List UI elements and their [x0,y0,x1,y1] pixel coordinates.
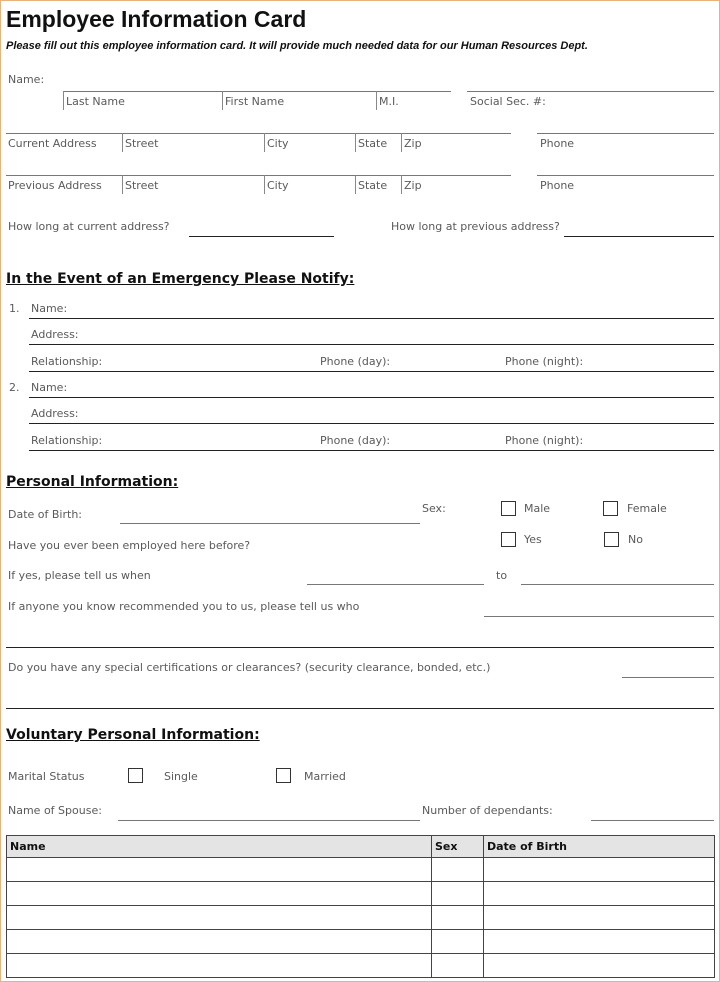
no-checkbox[interactable] [604,532,619,547]
certifications-label: Do you have any special certifications or clearances? (security clearance, bonded, etc.) [8,661,491,674]
single-checkbox[interactable] [128,768,143,783]
yes-checkbox[interactable] [501,532,516,547]
contact-2-address-label: Address: [31,407,79,420]
married-checkbox[interactable] [276,768,291,783]
dependants-label: Number of dependants: [422,804,553,817]
married-label: Married [304,770,346,783]
contact-2-details-input[interactable] [29,450,714,451]
ssn-field[interactable]: Social Sec. #: [470,95,546,108]
table-row [7,906,715,930]
recommended-input-line-2[interactable] [6,647,714,648]
previous-city-field[interactable]: City [267,179,289,192]
table-row [7,954,715,978]
previous-phone-field[interactable]: Phone [540,179,575,192]
current-phone-field[interactable]: Phone [540,137,575,150]
female-label: Female [627,502,667,515]
column-header-sex: Sex [432,836,484,858]
contact-1-name-input[interactable] [29,318,714,319]
single-label: Single [164,770,198,783]
table-cell[interactable] [484,882,715,906]
table-row [7,930,715,954]
table-row [7,882,715,906]
table-row [7,858,715,882]
current-address-label: Current Address [8,137,97,150]
contact-2-name-input[interactable] [29,397,714,398]
table-cell[interactable] [484,906,715,930]
current-zip-field[interactable]: Zip [404,137,422,150]
dependants-table [6,835,715,978]
table-cell[interactable] [484,930,715,954]
previous-duration-input[interactable] [564,236,714,237]
certifications-input-line-2[interactable] [6,708,714,709]
current-address-line [6,133,511,134]
table-cell[interactable] [432,882,484,906]
recommended-label: If anyone you know recommended you to us, please tell us who [8,600,360,613]
current-city-field[interactable]: City [267,137,289,150]
contact-2-phone-night-label: Phone (night): [505,434,584,447]
dob-input[interactable] [120,523,420,524]
table-header-row [7,836,715,858]
contact-2-phone-day-label: Phone (day): [320,434,391,447]
personal-heading: Personal Information: [6,474,179,490]
table-cell[interactable] [7,930,432,954]
previous-address-label: Previous Address [8,179,102,192]
contact-1-address-label: Address: [31,328,79,341]
table-cell[interactable] [7,954,432,978]
spouse-label: Name of Spouse: [8,804,102,817]
if-yes-label: If yes, please tell us when [8,569,151,582]
previous-street-field[interactable]: Street [125,179,159,192]
column-header-name: Name [7,836,432,858]
contact-1-number: 1. [9,302,20,315]
dob-label: Date of Birth: [8,508,83,521]
male-label: Male [524,502,551,515]
first-name-field[interactable]: First Name [225,95,285,108]
previous-duration-label: How long at previous address? [391,220,560,233]
contact-1-phone-day-label: Phone (day): [320,355,391,368]
no-label: No [628,533,643,546]
column-header-dob: Date of Birth [484,836,715,858]
name-line [63,91,451,92]
marital-status-label: Marital Status [8,770,85,783]
ssn-line [467,91,714,92]
recommended-input[interactable] [484,616,714,617]
employed-before-label: Have you ever been employed here before? [8,539,251,552]
last-name-field[interactable]: Last Name [66,95,125,108]
male-checkbox[interactable] [501,501,516,516]
table-cell[interactable] [432,906,484,930]
voluntary-heading: Voluntary Personal Information: [6,727,260,743]
current-street-field[interactable]: Street [125,137,159,150]
previous-state-field[interactable]: State [358,179,388,192]
employed-to-input[interactable] [521,584,714,585]
contact-1-phone-night-label: Phone (night): [505,355,584,368]
table-cell[interactable] [7,858,432,882]
table-cell[interactable] [7,906,432,930]
table-cell[interactable] [484,954,715,978]
dependants-input[interactable] [591,820,714,821]
previous-address-line [6,175,511,176]
to-label: to [496,569,508,582]
female-checkbox[interactable] [603,501,618,516]
contact-2-name-label: Name: [31,381,68,394]
page-title: Employee Information Card [6,6,307,32]
contact-1-details-input[interactable] [29,371,714,372]
spouse-input[interactable] [118,820,420,821]
current-duration-label: How long at current address? [8,220,170,233]
table-cell[interactable] [432,954,484,978]
certifications-input[interactable] [622,677,714,678]
contact-1-relationship-label: Relationship: [31,355,103,368]
emergency-heading: In the Event of an Emergency Please Notify: [6,271,355,287]
table-cell[interactable] [432,930,484,954]
current-duration-input[interactable] [189,236,334,237]
previous-zip-field[interactable]: Zip [404,179,422,192]
contact-2-address-input[interactable] [29,423,714,424]
name-label: Name: [8,73,45,86]
contact-1-name-label: Name: [31,302,68,315]
table-cell[interactable] [432,858,484,882]
sex-label: Sex: [422,502,446,515]
contact-2-number: 2. [9,381,20,394]
table-cell[interactable] [7,882,432,906]
contact-2-relationship-label: Relationship: [31,434,103,447]
employed-from-input[interactable] [307,584,484,585]
middle-initial-field[interactable]: M.I. [379,95,399,108]
table-cell[interactable] [484,858,715,882]
current-state-field[interactable]: State [358,137,388,150]
yes-label: Yes [524,533,542,546]
contact-1-address-input[interactable] [29,344,714,345]
page-subtitle: Please fill out this employee information card. It will provide much needed data for our Human Resources Dept. [6,40,588,52]
